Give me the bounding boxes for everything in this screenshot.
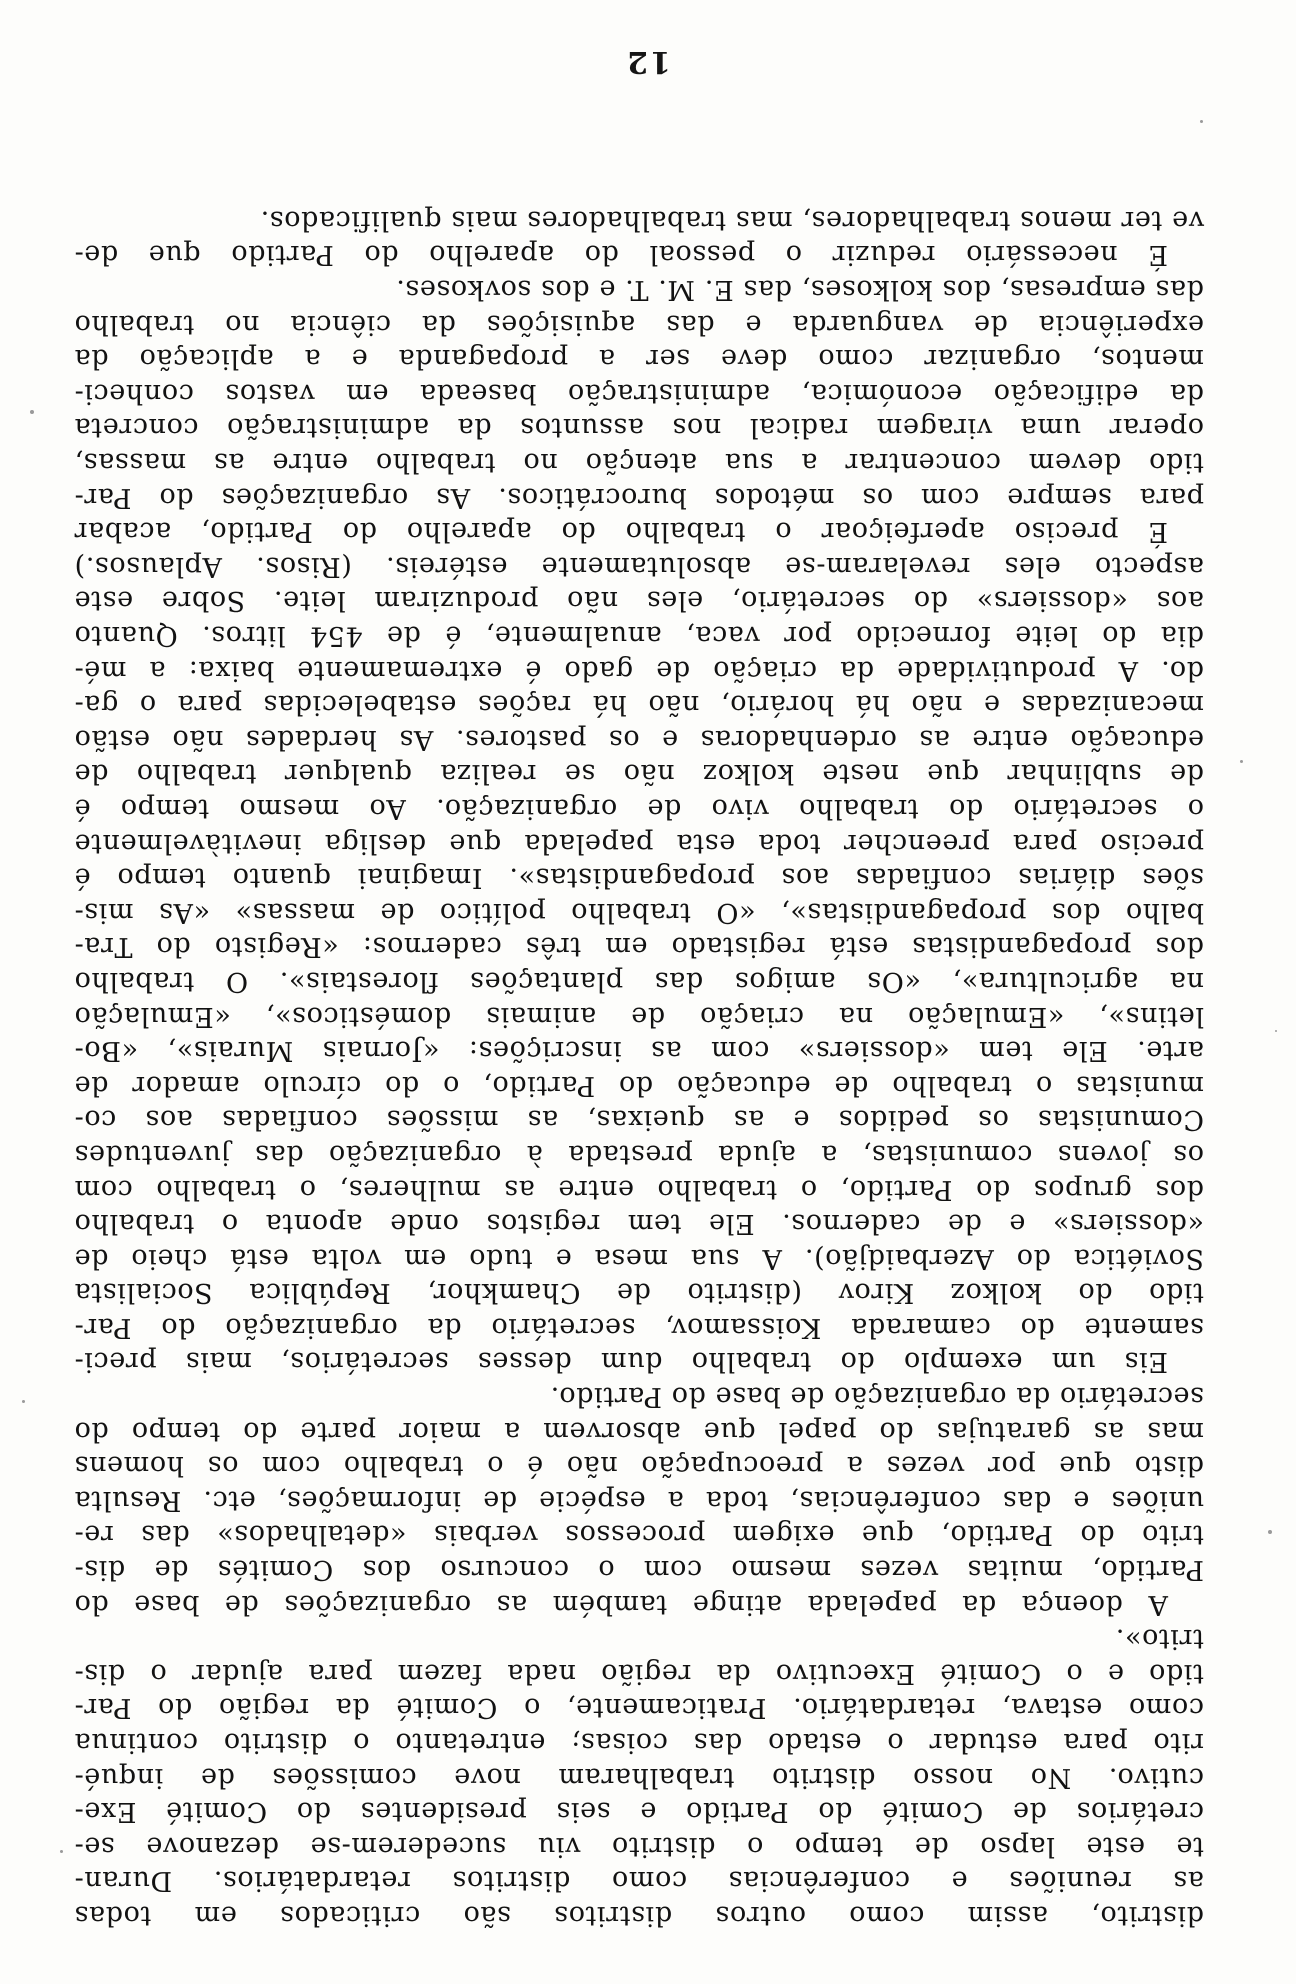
text-line: letins», «Emulação na criação de animais domésticos», «Emulação (74, 1000, 1204, 1032)
text-line: preciso para preencher toda esta papelada que desliga inevitàvelmente (74, 827, 1204, 859)
text-line: cutivo. No nosso distrito trabalharam nove comissões de inqué- (74, 1761, 1204, 1793)
text-line: «dossiers» e de cadernos. Ele tem registos onde aponta o trabalho (74, 1208, 1204, 1240)
scan-speck (1240, 760, 1243, 763)
text-line: da edificação económica, administração baseada em vastos conheci- (74, 377, 1204, 409)
text-line: ve ter menos trabalhadores, mas trabalhadores mais qualificados. (260, 204, 1204, 236)
text-line: dia do leite fornecido por vaca, anualmente, é de 454 litros. Quanto (74, 620, 1204, 652)
text-line: experiência de vanguarda e das aquisições da ciência no trabalho (74, 308, 1204, 340)
text-line: Partido, muitas vezes mesmo com o concurso dos Comités de dis- (74, 1554, 1204, 1586)
text-line: das empresas, dos kolkoses, das E. M. T. e dos sovkoses. (395, 274, 1204, 306)
body-text (74, 202, 1204, 1932)
text-line: uniões e das conferências, toda a espécie de informações, etc. Resulta (74, 1484, 1204, 1516)
scan-speck (22, 1400, 25, 1403)
text-line: operar uma viragem radical nos assuntos da administração concreta (74, 412, 1204, 444)
text-line: distrito, assim como outros distritos são criticados em todas (74, 1900, 1204, 1931)
text-line: tido devem concentrar a sua atenção no trabalho entre as massas, (74, 447, 1204, 479)
scan-speck (30, 410, 34, 414)
text-line: o secretário do trabalho vivo de organização. Ao mesmo tempo é (74, 793, 1204, 824)
text-line: na agricultura», «Os amigos das plantações florestais». O trabalho (74, 965, 1204, 997)
scan-speck (1275, 1030, 1277, 1032)
text-line: cretários de Comité do Partido e seis presidentes do Comité Exe- (74, 1796, 1204, 1828)
text-line: É necessário reduzir o pessoal do aparelho do Partido que de- (74, 239, 1168, 271)
text-line: mentos, organizar como deve ser a propaganda e a aplicação da (74, 343, 1204, 375)
text-line: aspecto eles revelaram-se absolutamente estéreis. (Risos. Aplausos.) (74, 550, 1204, 582)
scan-speck (1268, 1530, 1272, 1534)
text-line: mas as garatujas do papel que absorvem a maior parte do tempo do (74, 1415, 1204, 1447)
scan-speck (1200, 120, 1203, 123)
text-line: tido e o Comité Executivo da região nada fazem para ajudar o dis- (74, 1657, 1204, 1689)
text-line: do. A produtividade da criação de gado é extremamente baixa: a mé- (74, 654, 1204, 686)
text-line: Soviética do Azerbaidjão). A sua mesa e tudo em volta está cheio de (74, 1242, 1204, 1274)
text-line: tido do kolkoz Kirov (distrito de Chamkhor, República Socialista (74, 1277, 1204, 1309)
text-line: arte. Ele tem «dossiers» com as inscrições: «Jornais Murais», «Bo- (74, 1035, 1204, 1067)
text-line: educação entre as ordenhadoras e os pastores. As herdades não estão (74, 723, 1204, 755)
text-line: como estava, retardatário. Praticamente, o Comité da região do Par- (74, 1692, 1204, 1724)
text-line: A doença da papelada atinge também as organizações de base do (74, 1588, 1168, 1620)
scan-speck (60, 1850, 63, 1853)
text-line: para sempre com os métodos burocráticos. As organizações do Par- (74, 481, 1204, 513)
text-line: os jovens comunistas, a ajuda prestada à organização das juventudes (74, 1138, 1204, 1170)
text-line: dos grupos do Partido, o trabalho entre as mulheres, o trabalho com (74, 1173, 1204, 1205)
text-line: disto que por vezes a preocupação não é o trabalho com os homens (74, 1450, 1204, 1482)
text-line: trito». (1115, 1623, 1204, 1655)
text-line: balho dos propagandistas», «O trabalho político de massas» «As mis- (74, 896, 1204, 928)
text-line: rito para estudar o estado das coisas; entretanto o distrito continua (74, 1727, 1204, 1759)
text-line: munistas o trabalho de educação do Partido, o do círculo amador de (74, 1069, 1204, 1101)
text-line: samente do camarada Koissamov, secretário da organização do Par- (74, 1311, 1204, 1343)
text-line: Eis um exemplo do trabalho dum desses secretários, mais preci- (74, 1346, 1168, 1378)
text-line: dos propagandistas está registado em três cadernos: «Registo do Tra- (74, 931, 1204, 963)
text-line: trito do Partido, que exigem processos verbais «detalhados» das re- (74, 1519, 1204, 1551)
text-line: secretário da organização de base do Partido. (550, 1381, 1204, 1413)
page-number: 12 (625, 44, 671, 79)
text-line: as reuniões e conferências como distritos retardatários. Duran- (74, 1865, 1204, 1897)
text-line: sões diárias confiadas aos propagandistas». Imaginai quanto tempo é (74, 862, 1204, 894)
text-line: aos «dossiers» do secretário, eles não produziram leite. Sobre este (74, 585, 1204, 617)
text-line: mecanizadas e não há horário, não há rações estabelecidas para o ga- (74, 689, 1204, 721)
text-line: Comunistas os pedidos e as queixas, as missões confiadas aos co- (74, 1104, 1204, 1136)
text-line: de sublinhar que neste kolkoz não se realiza qualquer trabalho de (74, 758, 1204, 790)
text-line: te este lapso de tempo o distrito viu sucederem-se dezanove se- (74, 1830, 1204, 1862)
text-line: É preciso aperfeiçoar o trabalho do aparelho do Partido, acabar (74, 516, 1168, 548)
